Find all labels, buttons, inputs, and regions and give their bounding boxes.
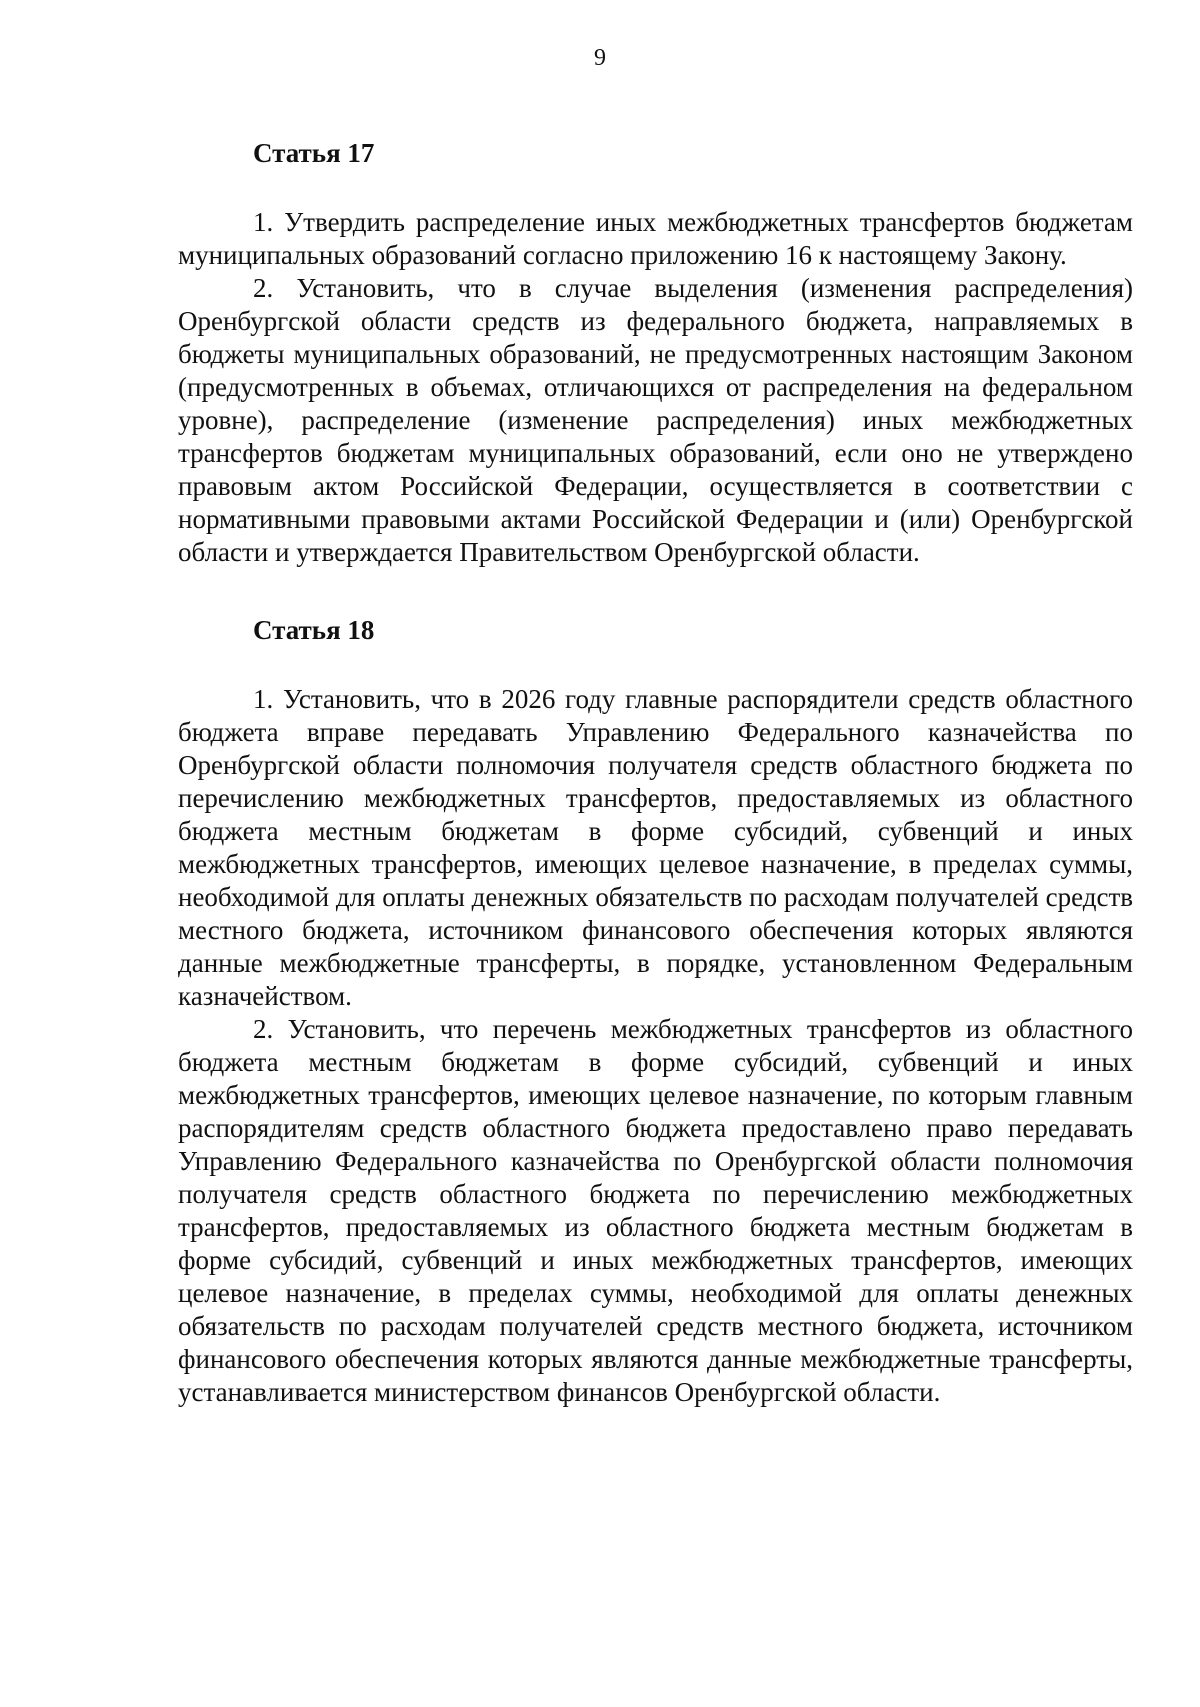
page-number: 9: [594, 45, 606, 71]
document-body: [178, 136, 1133, 1409]
article-18: [178, 613, 1133, 1409]
article-paragraph: 2. Установить, что в случае выделения (изменения распределения) Оренбургской области средств из федерального бюджета, направляемых в бюджеты муниципальных образований, не предусмотренных настоящим Законом (предусмотренных в объемах, отличающихся от распределения на федеральном уровне), распределение (изменение распределения) иных межбюджетных трансфертов бюджетам муниципальных образований, если оно не утверждено правовым актом Российской Федерации, осуществляется в соответствии с нормативными правовыми актами Российской Федерации и (или) Оренбургской области и утверждается Правительством Оренбургской области.: [178, 273, 1133, 567]
article-paragraph: 2. Установить, что перечень межбюджетных трансфертов из областного бюджета местным бюджетам в форме субсидий, субвенций и иных межбюджетных трансфертов, имеющих целевое назначение, по которым главным распорядителям средств областного бюджета предоставлено право передавать Управлению Федерального казначейства по Оренбургской области полномочия получателя средств областного бюджета по перечислению межбюджетных трансфертов, предоставляемых из областного бюджета местным бюджетам в форме субсидий, субвенций и иных межбюджетных трансфертов, имеющих целевое назначение, в пределах суммы, необходимой для оплаты денежных обязательств по расходам получателей средств местного бюджета, источником финансового обеспечения которых являются данные межбюджетные трансферты, устанавливается министерством финансов Оренбургской области.: [178, 1014, 1133, 1407]
article-heading: Статья 17: [253, 138, 375, 168]
article-paragraph: 1. Установить, что в 2026 году главные распорядители средств областного бюджета вправе передавать Управлению Федерального казначейства по Оренбургской области полномочия получателя средств областного бюджета по перечислению межбюджетных трансфертов, предоставляемых из областного бюджета местным бюджетам в форме субсидий, субвенций и иных межбюджетных трансфертов, имеющих целевое назначение, в пределах суммы, необходимой для оплаты денежных обязательств по расходам получателей средств местного бюджета, источником финансового обеспечения которых являются данные межбюджетные трансферты, в порядке, установленном Федеральным казначейством.: [178, 684, 1133, 1011]
article-paragraph: 1. Утвердить распределение иных межбюджетных трансфертов бюджетам муниципальных образований согласно приложению 16 к настоящему Закону.: [178, 207, 1133, 270]
article-heading: Статья 18: [253, 615, 375, 645]
article-17: [178, 136, 1133, 569]
